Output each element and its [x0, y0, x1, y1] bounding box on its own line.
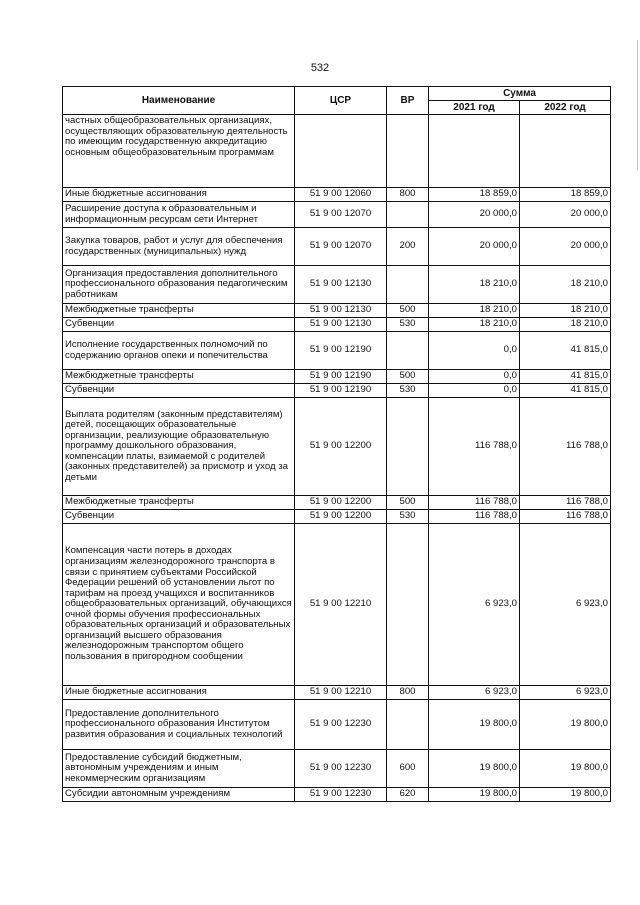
row-vr: 500: [387, 496, 429, 510]
row-2021: 0,0: [429, 370, 520, 384]
row-csr: 51 9 00 12130: [295, 266, 387, 304]
row-vr: 530: [387, 384, 429, 398]
row-name: Межбюджетные трансферты: [63, 304, 295, 318]
row-name: Иные бюджетные ассигнования: [63, 188, 295, 202]
row-vr: [387, 332, 429, 370]
table-row: [63, 398, 611, 496]
row-2022: 6 923,0: [520, 686, 611, 700]
row-name: Выплата родителям (законным представителям) детей, посещающих образовательные организации, реализующие образовательную программу дошкольного образования, компенсации платы, взимаемой с родителей (законных представителей) за присмотр и уход за детьми: [63, 398, 295, 496]
row-vr: [387, 700, 429, 750]
row-vr: 600: [387, 750, 429, 788]
row-name: Межбюджетные трансферты: [63, 496, 295, 510]
row-name: Предоставление субсидий бюджетным, автономным учреждениям и иным некоммерческим организациям: [63, 750, 295, 788]
row-csr: 51 9 00 12230: [295, 788, 387, 802]
row-2022: 19 800,0: [520, 700, 611, 750]
row-vr: [387, 524, 429, 686]
row-2022: 18 210,0: [520, 318, 611, 332]
row-name: Компенсация части потерь в доходах организациям железнодорожного транспорта в связи с принятием субъектами Российской Федерации решений об установлении льгот по тарифам на проезд учащихся и воспитанников общеобразовательных организаций, обучающихся очной формы обучения профессиональных образовательных организаций и образовательных организаций высшего образования железнодорожным транспортом общего пользования в пригородном сообщении: [63, 524, 295, 686]
header-year-2021: 2021 год: [429, 101, 520, 115]
row-csr: 51 9 00 12130: [295, 304, 387, 318]
table-row: [63, 304, 611, 318]
row-csr: 51 9 00 12070: [295, 228, 387, 266]
row-2021: 6 923,0: [429, 524, 520, 686]
row-csr: 51 9 00 12070: [295, 202, 387, 228]
row-2022: 116 788,0: [520, 496, 611, 510]
row-csr: 51 9 00 12130: [295, 318, 387, 332]
page-number: 532: [310, 62, 330, 74]
table-row: [63, 496, 611, 510]
table-row: [63, 370, 611, 384]
row-2022: 19 800,0: [520, 788, 611, 802]
header-csr: ЦСР: [295, 87, 387, 115]
row-csr: 51 9 00 12210: [295, 686, 387, 700]
scan-edge-mark: [637, 40, 638, 170]
row-2022: 20 000,0: [520, 228, 611, 266]
row-2022: 6 923,0: [520, 524, 611, 686]
row-2022: 41 815,0: [520, 370, 611, 384]
row-vr: 530: [387, 318, 429, 332]
row-2021: 19 800,0: [429, 750, 520, 788]
row-2021: 18 210,0: [429, 304, 520, 318]
row-csr: 51 9 00 12200: [295, 510, 387, 524]
row-2021: 6 923,0: [429, 686, 520, 700]
row-name: Субвенции: [63, 318, 295, 332]
table-row: [63, 318, 611, 332]
row-2021: 18 859,0: [429, 188, 520, 202]
row-2021: 0,0: [429, 384, 520, 398]
row-csr: 51 9 00 12230: [295, 750, 387, 788]
row-2022: 18 859,0: [520, 188, 611, 202]
row-2022: 41 815,0: [520, 332, 611, 370]
row-vr: 800: [387, 188, 429, 202]
row-2022: 20 000,0: [520, 202, 611, 228]
row-2022: 18 210,0: [520, 266, 611, 304]
row-name: Предоставление дополнительного профессионального образования Институтом развития образования и социальных технологий: [63, 700, 295, 750]
row-2021: 116 788,0: [429, 496, 520, 510]
budget-table: [62, 86, 611, 802]
header-sum: Сумма: [429, 87, 611, 101]
table-row: [63, 700, 611, 750]
row-csr: 51 9 00 12200: [295, 398, 387, 496]
table-row: [63, 332, 611, 370]
row-csr: 51 9 00 12060: [295, 188, 387, 202]
table-row: [63, 510, 611, 524]
row-2021: 18 210,0: [429, 318, 520, 332]
row-csr: 51 9 00 12210: [295, 524, 387, 686]
header-vr: ВР: [387, 87, 429, 115]
row-2021: 20 000,0: [429, 228, 520, 266]
row-csr: 51 9 00 12190: [295, 370, 387, 384]
row-vr: 530: [387, 510, 429, 524]
row-2022: 41 815,0: [520, 384, 611, 398]
row-2021: 116 788,0: [429, 398, 520, 496]
row-name: Расширение доступа к образовательным и информационным ресурсам сети Интернет: [63, 202, 295, 228]
row-csr: 51 9 00 12200: [295, 496, 387, 510]
table-row: [63, 384, 611, 398]
row-vr: 620: [387, 788, 429, 802]
row-vr: 200: [387, 228, 429, 266]
row-2021: 19 800,0: [429, 700, 520, 750]
row-2022: 116 788,0: [520, 398, 611, 496]
row-2021: 20 000,0: [429, 202, 520, 228]
table-row: [63, 750, 611, 788]
row-2021: 116 788,0: [429, 510, 520, 524]
row-name: Закупка товаров, работ и услуг для обеспечения государственных (муниципальных) нужд: [63, 228, 295, 266]
table-row: [63, 686, 611, 700]
row-vr: [387, 202, 429, 228]
row-name: Иные бюджетные ассигнования: [63, 686, 295, 700]
row-2021: 19 800,0: [429, 788, 520, 802]
table-row: [63, 202, 611, 228]
row-csr: 51 9 00 12230: [295, 700, 387, 750]
row-name: Субвенции: [63, 510, 295, 524]
row-name: Субсидии автономным учреждениям: [63, 788, 295, 802]
row-name: Межбюджетные трансферты: [63, 370, 295, 384]
table-row: [63, 188, 611, 202]
row-csr: 51 9 00 12190: [295, 332, 387, 370]
row-2021: [429, 115, 520, 188]
row-vr: [387, 266, 429, 304]
row-name: Организация предоставления дополнительного профессионального образования педагогическим работникам: [63, 266, 295, 304]
row-2021: 0,0: [429, 332, 520, 370]
row-2021: 18 210,0: [429, 266, 520, 304]
row-vr: 800: [387, 686, 429, 700]
row-name: частных общеобразовательных организациях, осуществляющих образовательную деятельность по имеющим государственную аккредитацию основным общеобразовательным программам: [63, 115, 295, 188]
table-row: [63, 788, 611, 802]
row-vr: 500: [387, 304, 429, 318]
header-year-2022: 2022 год: [520, 101, 611, 115]
table-row: [63, 115, 611, 188]
row-vr: 500: [387, 370, 429, 384]
row-vr: [387, 115, 429, 188]
row-2022: [520, 115, 611, 188]
table-row: [63, 228, 611, 266]
row-2022: 18 210,0: [520, 304, 611, 318]
row-2022: 116 788,0: [520, 510, 611, 524]
row-vr: [387, 398, 429, 496]
header-row: [63, 87, 611, 101]
row-csr: 51 9 00 12190: [295, 384, 387, 398]
table-row: [63, 266, 611, 304]
header-name: Наименование: [63, 87, 295, 115]
row-2022: 19 800,0: [520, 750, 611, 788]
row-name: Исполнение государственных полномочий по содержанию органов опеки и попечительства: [63, 332, 295, 370]
table-row: [63, 524, 611, 686]
row-name: Субвенции: [63, 384, 295, 398]
row-csr: [295, 115, 387, 188]
